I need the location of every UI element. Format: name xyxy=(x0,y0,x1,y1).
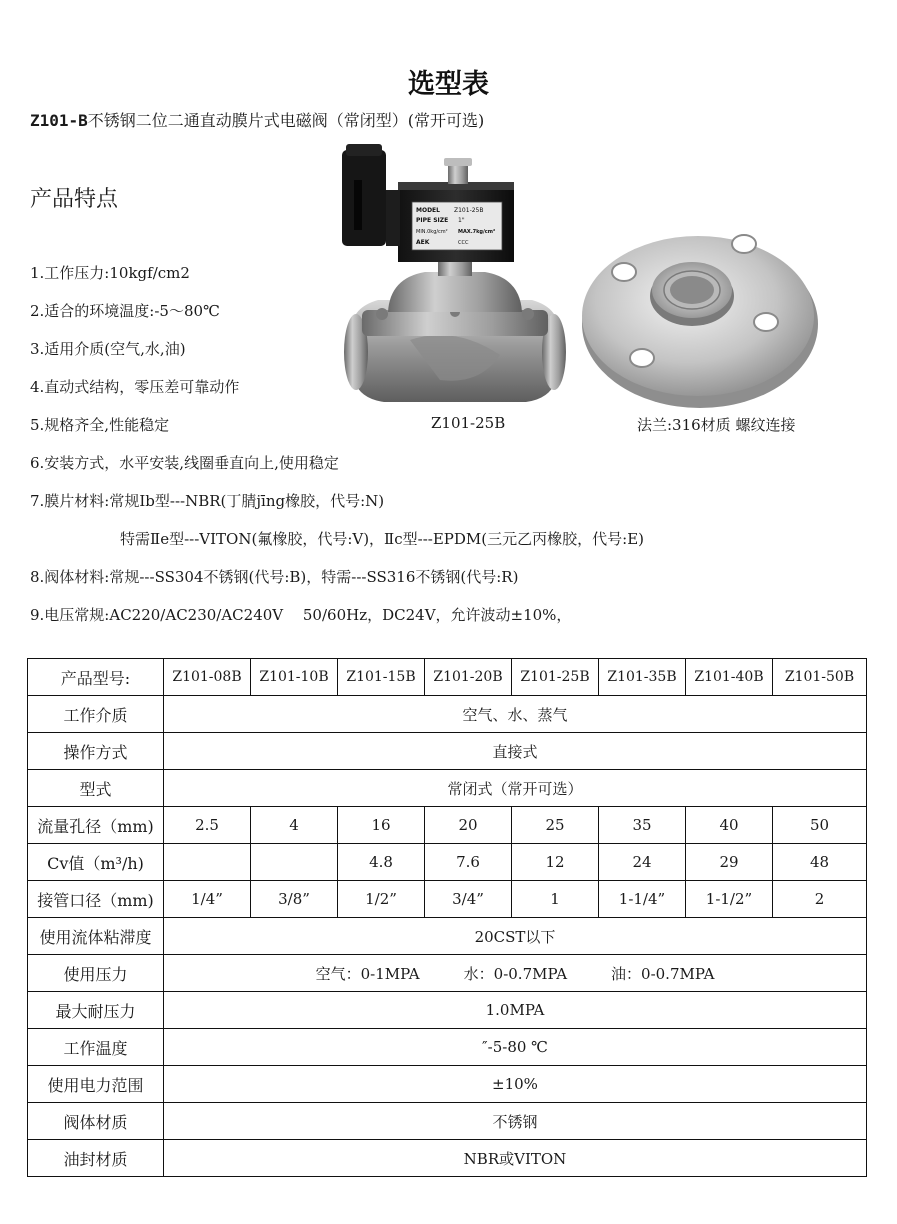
nameplate-model-value: Z101-25B xyxy=(454,207,484,214)
orifice-cell: 25 xyxy=(512,807,599,844)
nameplate-min-pressure: MIN.0kg/cm² xyxy=(416,229,448,235)
feature-item: 4.直动式结构，零压差可靠动作 xyxy=(30,378,240,396)
model-cell: Z101-10B xyxy=(251,659,338,696)
flange-image xyxy=(580,230,820,410)
row-label: 型式 xyxy=(28,770,164,807)
model-cell: Z101-35B xyxy=(599,659,686,696)
pressure-air: 空气：0-1MPA xyxy=(315,964,420,983)
cv-cell: 48 xyxy=(773,844,867,881)
viscosity-value: 20CST以下 xyxy=(164,918,867,955)
power-range-value: ±10% xyxy=(164,1066,867,1103)
model-cell: Z101-25B xyxy=(512,659,599,696)
table-row-power-range xyxy=(28,1066,867,1103)
table-row-models xyxy=(28,659,867,696)
port-cell: 1 xyxy=(512,881,599,918)
cv-cell: 4.8 xyxy=(338,844,425,881)
row-label: Cv值（m³/h) xyxy=(28,844,164,881)
row-label: 操作方式 xyxy=(28,733,164,770)
row-label: 最大耐压力 xyxy=(28,992,164,1029)
nameplate-max-pressure: MAX.7kg/cm² xyxy=(458,229,496,235)
solenoid-valve-image xyxy=(330,140,580,412)
table-row-operation xyxy=(28,733,867,770)
table-row-seal-material xyxy=(28,1140,867,1177)
port-cell: 3/4” xyxy=(425,881,512,918)
cv-cell xyxy=(251,844,338,881)
table-row-temperature xyxy=(28,1029,867,1066)
feature-item: 3.适用介质(空气,水,油) xyxy=(30,340,186,358)
pressure-values xyxy=(164,955,867,992)
seal-material-value: NBR或VITON xyxy=(164,1140,867,1177)
orifice-cell: 50 xyxy=(773,807,867,844)
max-pressure-value: 1.0MPA xyxy=(164,992,867,1029)
spec-table xyxy=(27,658,867,1177)
row-label: 使用流体粘滞度 xyxy=(28,918,164,955)
cv-cell: 7.6 xyxy=(425,844,512,881)
port-cell: 1/2” xyxy=(338,881,425,918)
feature-item: 2.适合的环境温度:-5～80℃ xyxy=(30,302,220,320)
nameplate-pipe-label: PIPE SIZE xyxy=(416,217,449,224)
features-heading: 产品特点 xyxy=(30,187,119,212)
table-row-body-material xyxy=(28,1103,867,1140)
orifice-cell: 40 xyxy=(686,807,773,844)
table-row-pressure xyxy=(28,955,867,992)
cv-cell: 29 xyxy=(686,844,773,881)
table-row-port xyxy=(28,881,867,918)
port-cell: 1-1/4” xyxy=(599,881,686,918)
table-row-orifice xyxy=(28,807,867,844)
feature-item: 1.工作压力:10kgf/cm2 xyxy=(30,264,190,282)
orifice-cell: 20 xyxy=(425,807,512,844)
table-row-cv xyxy=(28,844,867,881)
feature-item: 7.膜片材料:常规Ib型---NBR(丁腈jīng橡胶，代号:N) xyxy=(30,492,385,510)
feature-item: 9.电压常规:AC220/AC230/AC240V 50/60Hz，DC24V，允许波动±10%， xyxy=(30,606,572,624)
row-label: 使用压力 xyxy=(28,955,164,992)
table-row-viscosity xyxy=(28,918,867,955)
pressure-water: 水：0-0.7MPA xyxy=(463,964,568,983)
table-row-max-pressure xyxy=(28,992,867,1029)
product-subtitle xyxy=(30,108,484,131)
feature-item-continued: 特需Ⅱe型---VITON(氟橡胶，代号:V)，Ⅱc型---EPDM(三元乙丙橡胶，代号:E) xyxy=(120,530,644,548)
orifice-cell: 16 xyxy=(338,807,425,844)
flange-caption: 法兰:316材质 螺纹连接 xyxy=(637,416,796,434)
port-cell: 1/4” xyxy=(164,881,251,918)
operation-value: 直接式 xyxy=(164,733,867,770)
orifice-cell: 4 xyxy=(251,807,338,844)
orifice-cell: 35 xyxy=(599,807,686,844)
orifice-cell: 2.5 xyxy=(164,807,251,844)
nameplate-model-label: MODEL xyxy=(416,207,440,214)
model-cell: Z101-40B xyxy=(686,659,773,696)
row-label: 流量孔径（mm) xyxy=(28,807,164,844)
page-title: 选型表 xyxy=(408,69,489,100)
port-cell: 3/8” xyxy=(251,881,338,918)
row-label: 工作介质 xyxy=(28,696,164,733)
table-row-medium xyxy=(28,696,867,733)
cv-cell: 24 xyxy=(599,844,686,881)
model-cell: Z101-20B xyxy=(425,659,512,696)
nameplate-brand: AEK xyxy=(416,239,430,246)
feature-item: 5.规格齐全,性能稳定 xyxy=(30,416,170,434)
medium-value: 空气、水、蒸气 xyxy=(164,696,867,733)
feature-item: 6.安装方式，水平安装,线圈垂直向上,使用稳定 xyxy=(30,454,339,472)
subtitle-model: Z101-B xyxy=(30,111,88,130)
row-label: 使用电力范围 xyxy=(28,1066,164,1103)
type-value: 常闭式（常开可选） xyxy=(164,770,867,807)
row-label: 产品型号: xyxy=(28,659,164,696)
row-label: 工作温度 xyxy=(28,1029,164,1066)
body-material-value: 不锈钢 xyxy=(164,1103,867,1140)
model-cell: Z101-50B xyxy=(773,659,867,696)
subtitle-description: 不锈钢二位二通直动膜片式电磁阀（常闭型）(常开可选) xyxy=(87,111,485,130)
row-label: 阀体材质 xyxy=(28,1103,164,1140)
nameplate-cert: CCC xyxy=(458,240,469,246)
cv-cell: 12 xyxy=(512,844,599,881)
port-cell: 2 xyxy=(773,881,867,918)
row-label: 油封材质 xyxy=(28,1140,164,1177)
model-cell: Z101-15B xyxy=(338,659,425,696)
cv-cell xyxy=(164,844,251,881)
pressure-oil: 油：0-0.7MPA xyxy=(611,964,715,983)
row-label: 接管口径（mm) xyxy=(28,881,164,918)
temperature-value: ″-5-80 ℃ xyxy=(164,1029,867,1066)
table-row-type xyxy=(28,770,867,807)
feature-item: 8.阀体材料:常规---SS304不锈钢(代号:B)，特需---SS316不锈钢(代号:R) xyxy=(30,568,519,586)
nameplate-pipe-value: 1" xyxy=(458,217,465,224)
model-cell: Z101-08B xyxy=(164,659,251,696)
valve-caption: Z101-25B xyxy=(431,414,506,432)
port-cell: 1-1/2” xyxy=(686,881,773,918)
